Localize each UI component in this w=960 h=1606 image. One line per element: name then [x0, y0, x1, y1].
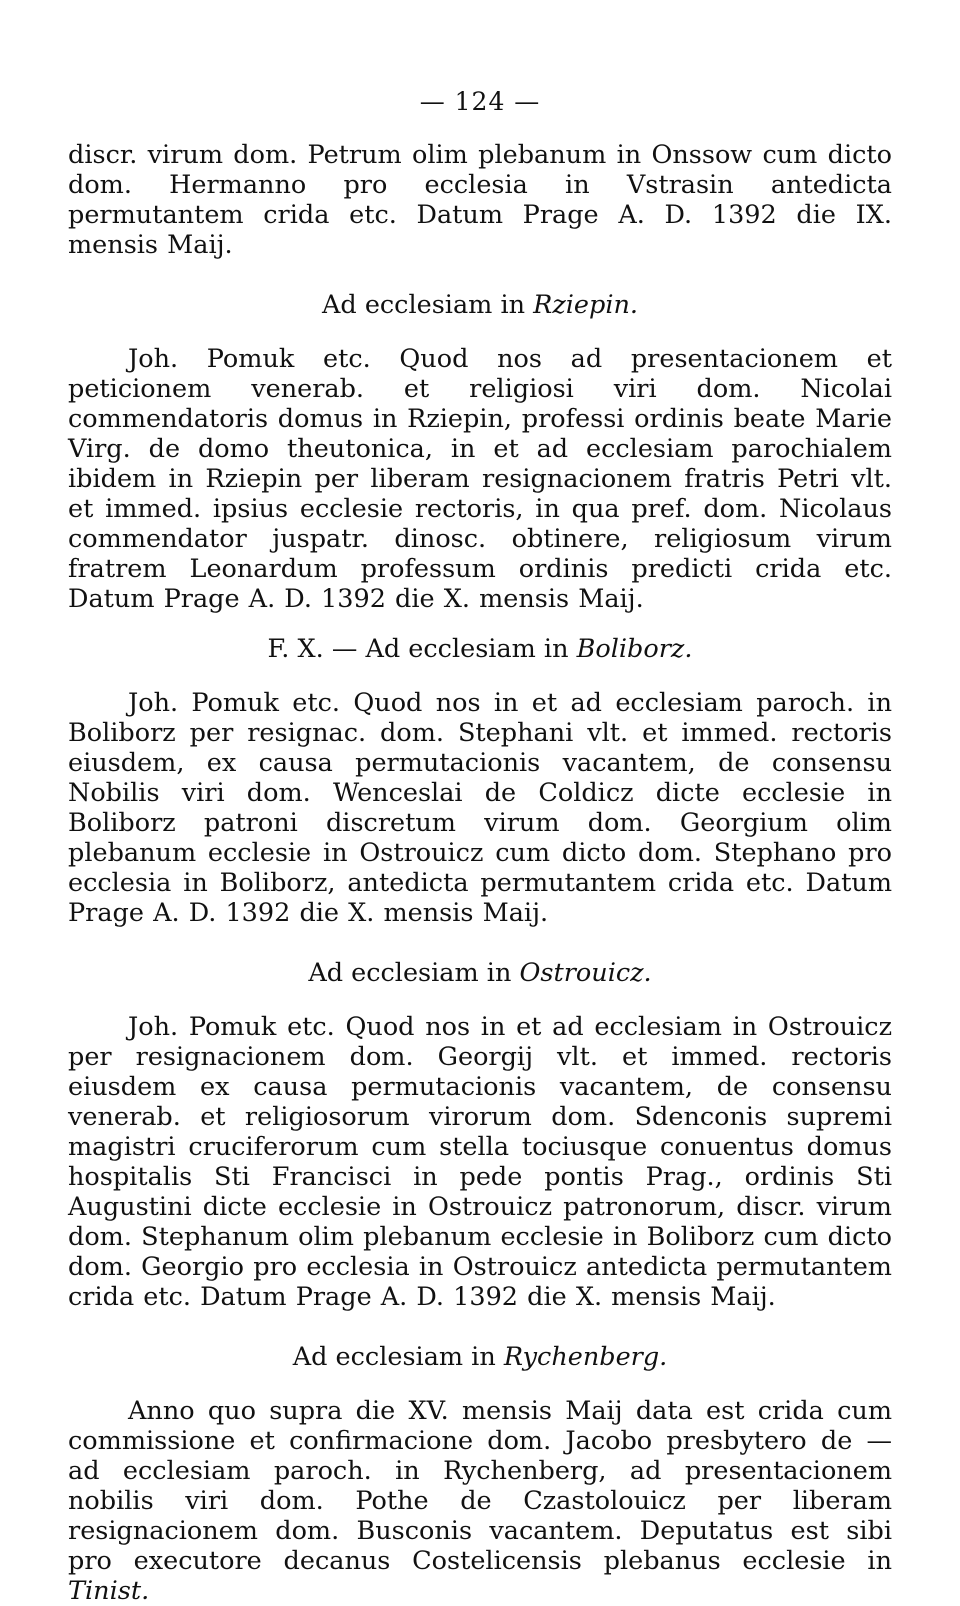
heading-text: Ad ecclesiam in	[321, 290, 534, 320]
section-heading-rziepin	[68, 290, 892, 320]
entry-paragraph-rychenberg	[68, 1396, 892, 1606]
entry-paragraph-ostrouicz: Joh. Pomuk etc. Quod nos in et ad ecclesiam in Ostrouicz per resignacionem dom. Georgij vlt. et immed. rectoris eiusdem ex causa permutacionis vacantem, de consensu venerab. et religiosorum virorum dom. Sdenconis supremi magistri cruciferorum cum stella tociusque conuentus domus hospitalis Sti Francisci in pede pontis Prag., ordinis Sti Augustini dicte ecclesie in Ostrouicz patronorum, discr. virum dom. Stephanum olim plebanum ecclesie in Boliborz cum dicto dom. Georgio pro ecclesia in Ostrouicz antedicta permutantem crida etc. Datum Prage A. D. 1392 die X. mensis Maij.	[68, 1012, 892, 1312]
section-heading-boliborz	[68, 634, 892, 664]
continued-paragraph: discr. virum dom. Petrum olim plebanum in Onssow cum dicto dom. Hermanno pro ecclesia in Vstrasin antedicta permutantem crida etc. Datum Prage A. D. 1392 die IX. mensis Maij.	[68, 140, 892, 260]
heading-text: Ad ecclesiam in	[292, 1342, 504, 1372]
entry-paragraph-rziepin: Joh. Pomuk etc. Quod nos ad presentacionem et peticionem venerab. et religiosi viri dom. Nicolai commendatoris domus in Rziepin, professi ordinis beate Marie Virg. de domo theutonica, in et ad ecclesiam parochialem ibidem in Rziepin per liberam resignacionem fratris Petri vlt. et immed. ipsius ecclesie rectoris, in qua pref. dom. Nicolaus commendator juspatr. dinosc. obtinere, religiosum virum fratrem Leonardum professum ordinis predicti crida etc. Datum Prage A. D. 1392 die X. mensis Maij.	[68, 344, 892, 614]
heading-text: Ad ecclesiam in	[365, 634, 577, 664]
page-number: — 124 —	[419, 87, 541, 116]
heading-text: Ad ecclesiam in	[308, 958, 520, 988]
heading-place: Rziepin.	[533, 290, 639, 320]
heading-place: Boliborz.	[576, 634, 693, 664]
heading-place: Ostrouicz.	[519, 958, 652, 988]
section-heading-ostrouicz	[68, 958, 892, 988]
section-heading-rychenberg	[68, 1342, 892, 1372]
heading-prefix: F. X. —	[267, 634, 366, 664]
entry-paragraph-boliborz: Joh. Pomuk etc. Quod nos in et ad ecclesiam paroch. in Boliborz per resignac. dom. Stephani vlt. et immed. rectoris eiusdem, ex causa permutacionis vacantem, de consensu Nobilis viri dom. Wenceslai de Coldicz dicte ecclesie in Boliborz patroni discretum virum dom. Georgium olim plebanum ecclesie in Ostrouicz cum dicto dom. Stephano pro ecclesia in Boliborz, antedicta permutantem crida etc. Datum Prage A. D. 1392 die X. mensis Maij.	[68, 688, 892, 928]
paragraph-place-italic: Tinist.	[68, 1576, 150, 1606]
document-page	[68, 84, 892, 1606]
heading-place: Rychenberg.	[503, 1342, 668, 1372]
paragraph-body: Anno quo supra die XV. mensis Maij data est crida cum commissione et confirmacione dom. Jacobo presbytero de — ad ecclesiam paroch. in Rychenberg, ad presentacionem nobilis viri dom. Pothe de Czastolouicz per liberam resignacionem dom. Busconis vacantem. Deputatus est sibi pro executore decanus Costelicensis plebanus ecclesie in	[68, 1396, 892, 1576]
